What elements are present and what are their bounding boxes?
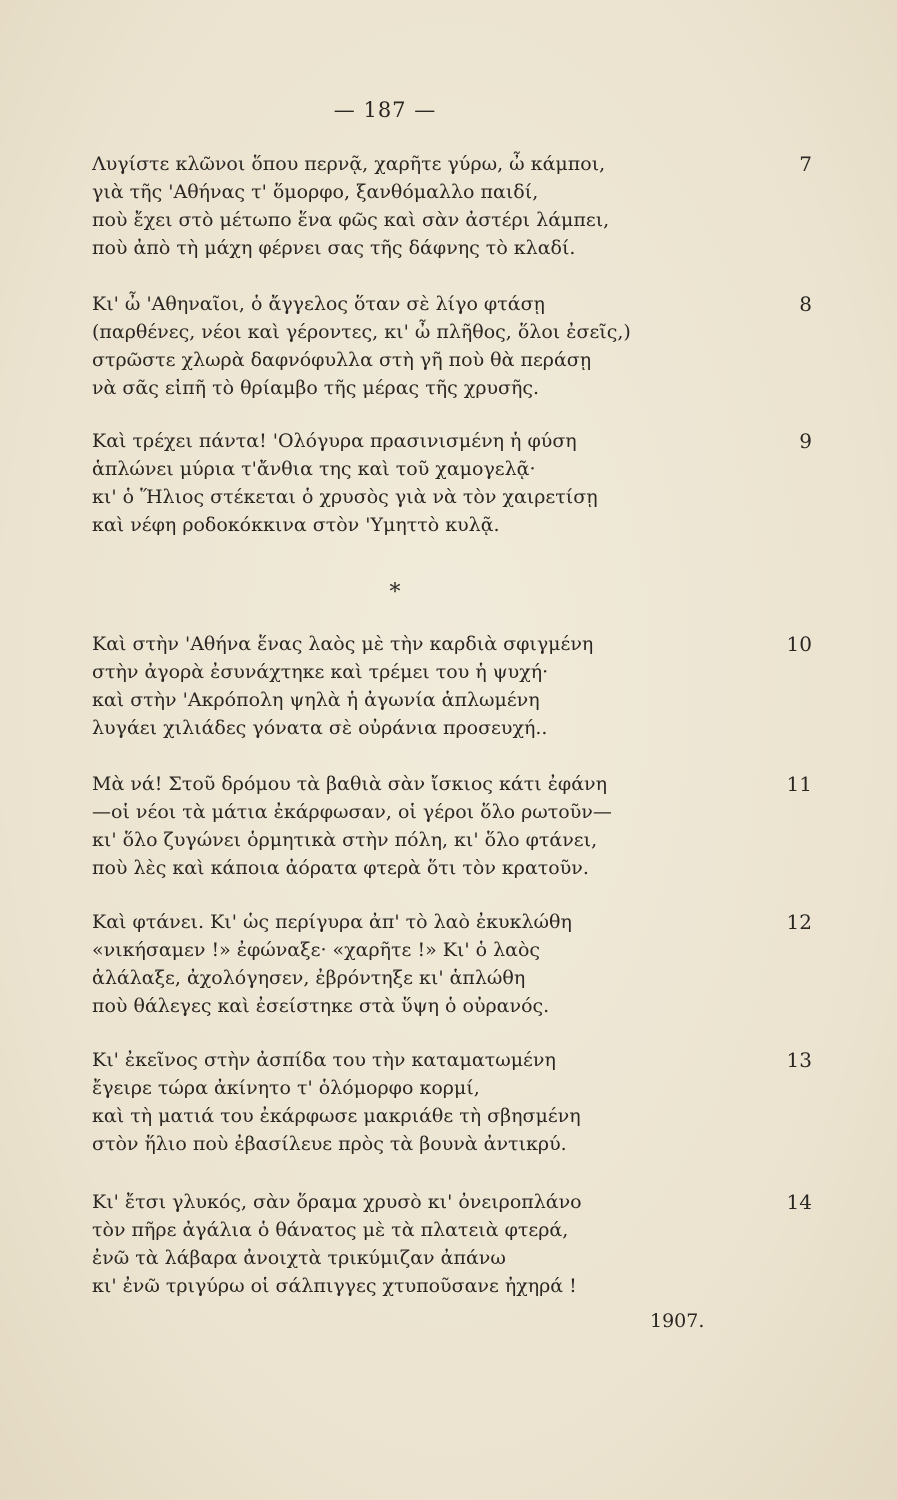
verse-line: Καὶ τρέχει πάντα! 'Ολόγυρα πρασινισμένη ἡ φύση [92, 430, 577, 452]
stanza [92, 630, 812, 742]
verse-line: κι' ἐνῶ τριγύρω οἱ σάλπιγγες χτυποῦσανε ἠχηρά ! [92, 1275, 577, 1297]
stanza-number: 14 [786, 1190, 812, 1214]
stanza [92, 427, 812, 539]
verse-line: καὶ νέφη ροδοκόκκινα στὸν 'Υμηττὸ κυλᾷ. [92, 514, 500, 536]
verse-line: κι' ὁ Ἥλιος στέκεται ὁ χρυσὸς γιὰ νὰ τὸν χαιρετίσῃ [92, 486, 598, 508]
verse-line: στὴν ἀγορὰ ἐσυνάχτηκε καὶ τρέμει του ἡ ψυχή· [92, 661, 549, 683]
verse-line: Καὶ στὴν 'Αθήνα ἕνας λαὸς μὲ τὴν καρδιὰ σφιγμένη [92, 633, 594, 655]
verse-line: νὰ σᾶς εἰπῆ τὸ θρίαμβο τῆς μέρας τῆς χρυσῆς. [92, 377, 540, 399]
verse-line: (παρθένες, νέοι καὶ γέροντες, κι' ὦ πλῆθος, ὅλοι ἐσεῖς,) [92, 321, 631, 343]
verse-line: κι' ὅλο ζυγώνει ὁρμητικὰ στὴν πόλη, κι' ὅλο φτάνει, [92, 829, 598, 851]
verse-line: καὶ στὴν 'Ακρόπολη ψηλὰ ἡ ἀγωνία ἁπλωμένη [92, 689, 540, 711]
verse-line: ἀλάλαξε, ἀχολόγησεν, ἐβρόντηξε κι' ἁπλώθη [92, 967, 526, 989]
verse-line: Μὰ νά! Στοῦ δρόμου τὰ βαθιὰ σὰν ἴσκιος κάτι ἐφάνη [92, 773, 607, 795]
verse-line: Λυγίστε κλῶνοι ὅπου περνᾷ, χαρῆτε γύρω, ὦ κάμποι, [92, 153, 606, 175]
stanza-number: 11 [786, 772, 812, 796]
verse-line: Κι' ἐκεῖνος στὴν ἀσπίδα του τὴν καταματωμένη [92, 1049, 556, 1071]
stanza [92, 1046, 812, 1158]
verse-line: «νικήσαμεν !» ἐφώναξε· «χαρῆτε !» Κι' ὁ λαὸς [92, 939, 541, 961]
verse-line: ποὺ ἀπὸ τὴ μάχη φέρνει σας τῆς δάφνης τὸ κλαδί. [92, 237, 576, 259]
verse-line: Καὶ φτάνει. Κι' ὡς περίγυρα ἀπ' τὸ λαὸ ἐκυκλώθη [92, 911, 572, 933]
verse-line: ἐνῶ τὰ λάβαρα ἀνοιχτὰ τρικύμιζαν ἀπάνω [92, 1247, 506, 1269]
verse-line: —οἱ νέοι τὰ μάτια ἐκάρφωσαν, οἱ γέροι ὅλο ρωτοῦν— [92, 801, 612, 823]
stanza-number: 13 [786, 1048, 812, 1072]
stanza-number: 9 [799, 429, 812, 453]
stanza [92, 908, 812, 1020]
verse-line: γιὰ τῆς 'Αθήνας τ' ὅμορφο, ξανθόμαλλο παιδί, [92, 181, 539, 203]
stanza [92, 770, 812, 882]
verse-line: λυγάει χιλιάδες γόνατα σὲ οὐράνια προσευχή.. [92, 717, 548, 739]
verse-line: ἔγειρε τώρα ἀκίνητο τ' ὁλόμορφο κορμί, [92, 1077, 480, 1099]
verse-line: Κι' ὦ 'Αθηναῖοι, ὁ ἄγγελος ὅταν σὲ λίγο φτάσῃ [92, 293, 545, 315]
stanza-number: 10 [786, 632, 812, 656]
poem-date: 1907. [650, 1310, 705, 1332]
stanza [92, 1188, 812, 1300]
verse-line: ἁπλώνει μύρια τ'ἄνθια της καὶ τοῦ χαμογελᾷ· [92, 458, 536, 480]
verse-line: ποὺ θάλεγες καὶ ἐσείστηκε στὰ ὕψη ὁ οὐρανός. [92, 995, 550, 1017]
verse-line: τὸν πῆρε ἀγάλια ὁ θάνατος μὲ τὰ πλατειὰ φτερά, [92, 1219, 569, 1241]
stanza-number: 8 [799, 292, 812, 316]
verse-line: στὸν ἥλιο ποὺ ἐβασίλευε πρὸς τὰ βουνὰ ἀντικρύ. [92, 1133, 567, 1155]
stanza [92, 150, 812, 262]
section-separator: * [389, 580, 401, 605]
stanza-number: 7 [799, 152, 812, 176]
verse-line: Κι' ἔτσι γλυκός, σὰν ὅραμα χρυσὸ κι' ὀνειροπλάνο [92, 1191, 582, 1213]
page-number: — 187 — [333, 98, 437, 122]
stanza-number: 12 [786, 910, 812, 934]
verse-line: ποὺ ἔχει στὸ μέτωπο ἕνα φῶς καὶ σὰν ἀστέρι λάμπει, [92, 209, 610, 231]
stanza [92, 290, 812, 402]
verse-line: στρῶστε χλωρὰ δαφνόφυλλα στὴ γῆ ποὺ θὰ περάσῃ [92, 349, 592, 371]
verse-line: ποὺ λὲς καὶ κάποια ἀόρατα φτερὰ ὅτι τὸν κρατοῦν. [92, 857, 589, 879]
verse-line: καὶ τὴ ματιά του ἐκάρφωσε μακριάθε τὴ σβησμένη [92, 1105, 581, 1127]
